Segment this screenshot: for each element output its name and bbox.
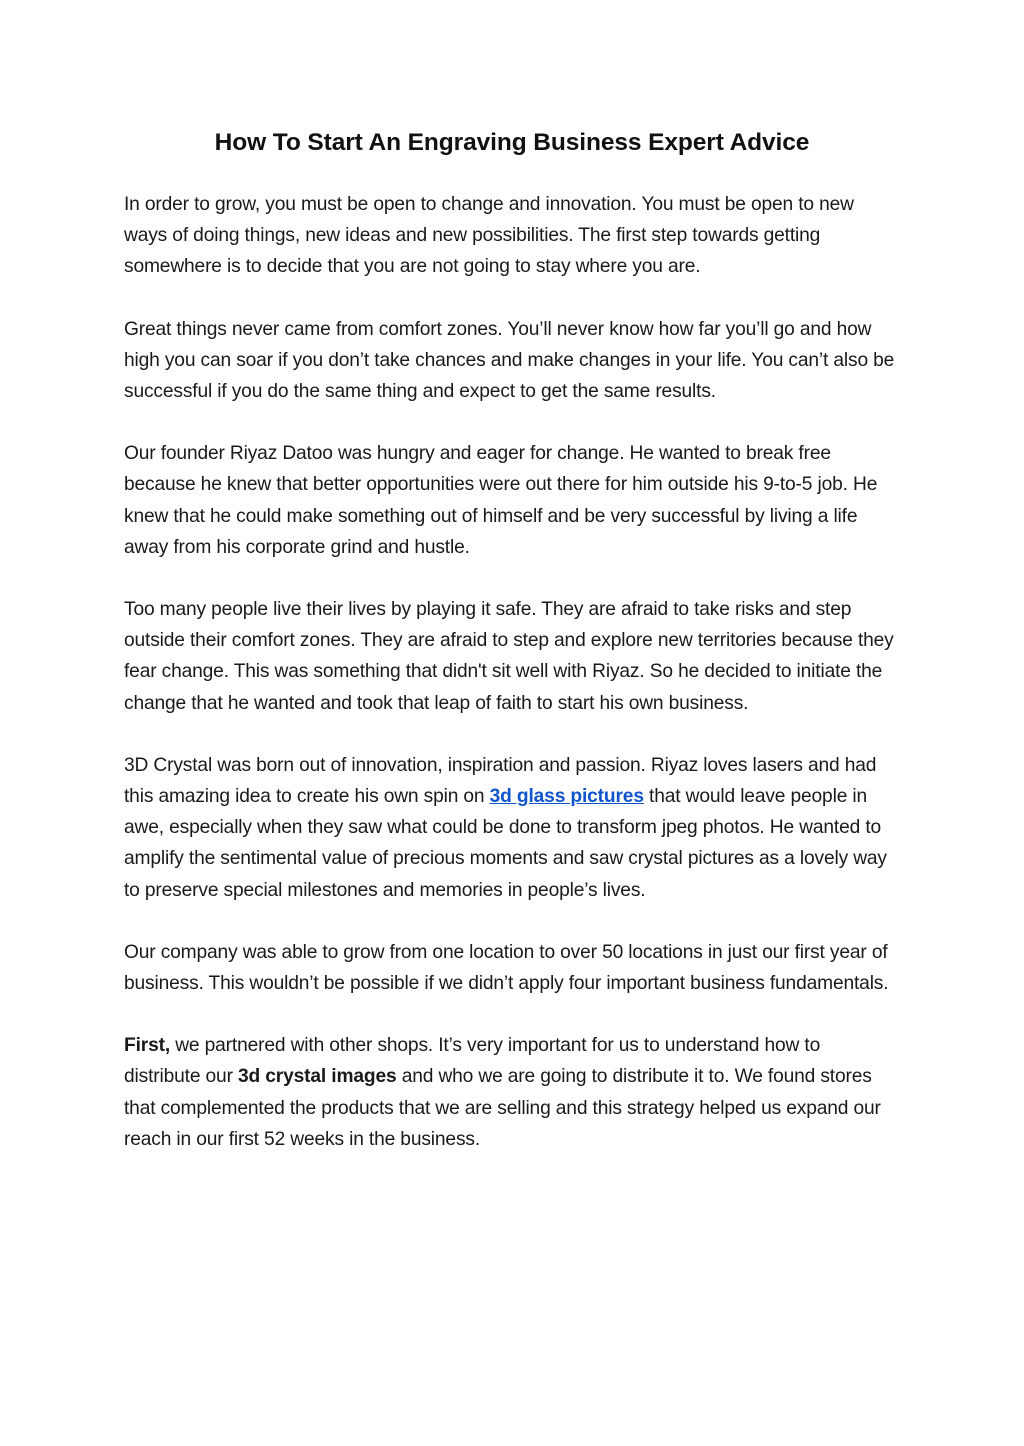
paragraph-7-bold-phrase: 3d crystal images — [238, 1066, 397, 1088]
paragraph-7-text-1: we partnered with other shops. It’s very important for us to understand how to distribute our — [124, 1035, 821, 1088]
paragraph-5-text-before-link: 3D Crystal was born out of innovation, inspiration and passion. Riyaz loves lasers and had this amazing idea to create his own spin on — [124, 754, 877, 808]
paragraph-2: Great things never came from comfort zones. You’ll never know how far you’ll go and how high you can soar if you don’t take chances and make changes in your life. You can’t also be successful if you do the same thing and expect to get the same results. — [124, 318, 895, 403]
paragraph-5 — [124, 750, 900, 906]
paragraph-7 — [124, 1030, 900, 1155]
document-page — [124, 0, 900, 1155]
3d-glass-pictures-link[interactable]: 3d glass pictures — [489, 786, 644, 808]
paragraph-1: In order to grow, you must be open to change and innovation. You must be open to new ways of doing things, new ideas and new possibilities. The first step towards getting somewhere is to decide that you are not going to stay where you are. — [124, 194, 854, 278]
paragraph-3: Our founder Riyaz Datoo was hungry and eager for change. He wanted to break free because he knew that better opportunities were out there for him outside his 9-to-5 job. He knew that he could make something out of himself and be very successful by living a life away from his corporate grind and hustle. — [124, 443, 878, 558]
document-title: How To Start An Engraving Business Expert Advice — [214, 129, 810, 156]
paragraph-5-text-after-link: that would leave people in awe, especially when they saw what could be done to transform jpeg photos. He wanted to amplify the sentimental value of precious moments and saw crystal pictures as a lovely way to preserve special milestones and memories in people’s lives. — [124, 786, 887, 901]
paragraph-7-lead-bold: First, — [124, 1035, 171, 1057]
paragraph-6: Our company was able to grow from one location to over 50 locations in just our first year of business. This wouldn’t be possible if we didn’t apply four important business fundamentals. — [124, 941, 889, 995]
paragraph-7-text-2: and who we are going to distribute it to. We found stores that complemented the products that we are selling and this strategy helped us expand our reach in our first 52 weeks in the business. — [124, 1066, 881, 1150]
paragraph-4: Too many people live their lives by playing it safe. They are afraid to take risks and step outside their comfort zones. They are afraid to step and explore new territories because they fear change. This was something that didn't sit well with Riyaz. So he decided to initiate the change that he wanted and took that leap of faith to start his own business. — [124, 599, 894, 714]
